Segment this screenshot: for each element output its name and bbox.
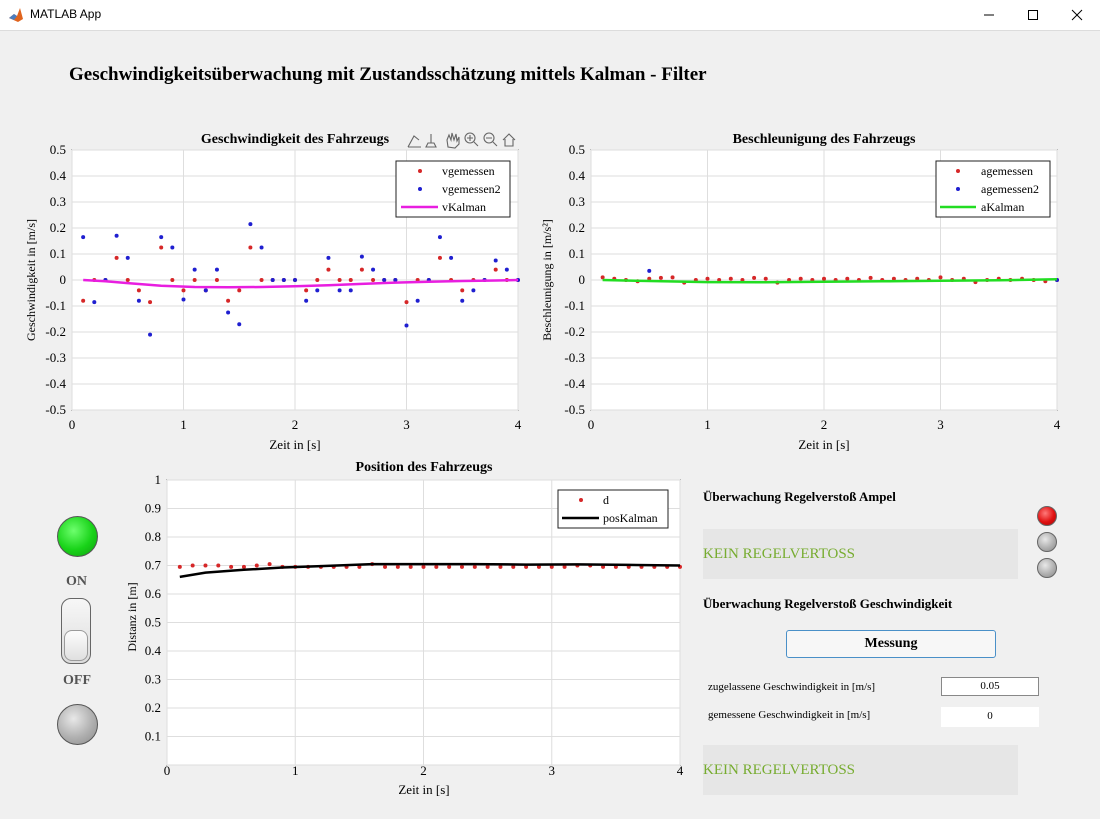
speed-chart[interactable] [0,120,540,460]
window-titlebar [0,0,1100,31]
data-point [505,268,509,272]
data-point [460,299,464,303]
data-point [203,564,207,568]
data-point [764,277,768,281]
y-tick-label: 0.8 [144,529,161,544]
data-point [473,565,477,569]
home-icon[interactable] [503,134,515,146]
data-point [229,565,233,569]
data-point [81,235,85,239]
data-point [845,277,849,281]
traffic-status-text: KEIN REGELVERTOSS [703,545,856,562]
data-point [159,246,163,250]
window-title: MATLAB App [30,7,102,21]
position-chart-y-tick-labels [145,472,162,744]
x-tick-label: 0 [587,417,595,432]
zoom-out-icon[interactable] [484,133,497,146]
legend-entry: d [603,493,609,507]
y-tick-label: 1 [154,472,161,487]
data-point [869,276,873,280]
data-point [268,562,272,566]
y-tick-label: -0.1 [45,298,66,313]
accel-chart[interactable] [540,120,1100,460]
data-point [939,275,943,279]
matlab-logo-icon [8,7,24,23]
speed-chart-legend [396,161,510,217]
allowed-speed-field[interactable]: 0.05 [941,677,1039,696]
data-point [216,564,220,568]
data-point [282,278,286,282]
data-point [315,278,319,282]
measure-button[interactable]: Messung [786,630,996,658]
x-tick-label: 3 [403,417,410,432]
legend-entry: agemessen [981,164,1033,178]
x-tick-label: 3 [548,763,555,778]
data-point [237,322,241,326]
x-tick-label: 4 [676,763,684,778]
accel-chart-y-label: Beschleunigung in [m/s²] [540,219,554,341]
accel-chart-y-tick-labels [564,142,585,417]
data-point [215,278,219,282]
y-tick-label: -0.5 [45,402,66,417]
data-point [396,565,400,569]
data-point [447,565,451,569]
minimize-icon [983,9,995,21]
data-point [434,565,438,569]
traffic-monitor-label: Überwachung Regelverstoß Ampel [703,489,896,504]
datatip-icon[interactable] [426,134,436,147]
legend-marker [418,187,422,191]
data-point [182,298,186,302]
data-point [360,255,364,259]
data-point [659,276,663,280]
data-point [237,288,241,292]
data-point [148,300,152,304]
data-point [260,246,264,250]
speed-chart-title: Geschwindigkeit des Fahrzeugs [200,132,390,147]
x-tick-label: 3 [937,417,944,432]
data-point [799,277,803,281]
switch-on-label: ON [66,574,87,589]
speed-chart-x-tick-labels [69,417,522,432]
data-point [460,288,464,292]
x-tick-label: 2 [420,763,427,778]
y-tick-label: -0.2 [564,324,585,339]
legend-marker [418,169,422,173]
y-tick-label: -0.5 [564,402,585,417]
toggle-knob[interactable] [64,630,88,661]
data-point [338,288,342,292]
data-point [752,276,756,280]
measured-speed-label: gemessene Geschwindigkeit in [m/s] [708,709,871,721]
maximize-button[interactable] [1010,0,1056,30]
switch-off-label: OFF [63,673,91,688]
y-tick-label: -0.1 [564,298,585,313]
y-tick-label: 0.6 [144,586,161,601]
position-chart-y-label: Distanz in [m] [125,582,139,652]
y-tick-label: 0.2 [49,220,66,235]
legend-entry: posKalman [603,511,658,525]
data-point [416,299,420,303]
app-title: Geschwindigkeitsüberwachung mit Zustandsschätzung mittels Kalman - Filter [69,64,707,85]
x-tick-label: 0 [163,763,171,778]
y-tick-label: 0.5 [144,614,161,630]
accel-chart-legend [936,161,1050,217]
x-tick-label: 1 [292,763,299,778]
data-point [471,288,475,292]
accel-chart-x-label: Zeit in [s] [798,437,850,452]
x-tick-label: 2 [291,417,299,432]
data-point [271,278,275,282]
off-lamp [57,704,98,745]
y-tick-label: -0.3 [45,350,66,365]
allowed-speed-label: zugelassene Geschwindigkeit in [m/s] [708,681,876,693]
data-point [822,277,826,281]
data-point [126,256,130,260]
y-tick-label: -0.3 [564,350,585,365]
traffic-lamp-green [1037,558,1057,578]
x-tick-label: 2 [820,417,828,432]
traffic-lamp-red [1037,506,1057,526]
close-button[interactable] [1054,0,1100,30]
data-point [486,565,490,569]
data-point [460,565,464,569]
data-point [170,246,174,250]
data-point [170,278,174,282]
y-tick-label: 0.4 [49,168,66,183]
data-point [371,268,375,272]
data-point [409,565,413,569]
accel-chart-x-tick-labels [588,417,1061,432]
data-point [438,235,442,239]
legend-entry: aKalman [981,200,1025,214]
y-tick-label: 0.1 [49,246,66,261]
x-tick-label: 4 [514,417,522,432]
data-point [304,288,308,292]
zoom-in-icon[interactable] [465,133,478,146]
y-tick-label: 0.3 [49,194,66,209]
y-tick-label: 0.4 [568,168,585,183]
speed-chart-y-tick-labels [45,142,66,417]
data-point [81,299,85,303]
data-point [193,278,197,282]
traffic-lamp-yellow [1037,532,1057,552]
y-tick-label: 0 [59,272,66,287]
data-point [338,278,342,282]
data-point [304,299,308,303]
export-icon[interactable] [408,136,421,147]
legend-marker [956,169,960,173]
data-point [115,234,119,238]
data-point [182,288,186,292]
data-point [204,288,208,292]
close-icon [1071,9,1083,21]
data-point [449,256,453,260]
maximize-icon [1027,9,1039,21]
data-point [438,256,442,260]
y-tick-label: -0.4 [45,376,66,391]
data-point [494,259,498,263]
data-point [226,311,230,315]
pan-icon[interactable] [447,133,459,148]
y-tick-label: -0.2 [45,324,66,339]
data-point [729,277,733,281]
y-tick-label: 0.1 [568,246,585,261]
y-tick-label: 0.2 [568,220,585,235]
data-point [349,288,353,292]
data-point [671,275,675,279]
data-point [159,235,163,239]
y-tick-label: 0.4 [144,643,161,658]
data-point [137,288,141,292]
y-tick-label: 0.9 [144,500,161,516]
data-point [360,268,364,272]
on-lamp [57,516,98,557]
minimize-button[interactable] [966,0,1012,30]
data-point [191,564,195,568]
data-point [293,278,297,282]
y-tick-label: 0.7 [144,557,161,573]
legend-marker [579,498,583,502]
position-chart-legend [558,490,668,528]
traffic-status-box [703,529,1018,579]
y-tick-label: 0.1 [144,728,161,744]
data-point [405,300,409,304]
data-point [255,564,259,568]
y-tick-label: 0.5 [49,142,66,157]
y-tick-label: -0.4 [564,376,585,391]
data-point [248,222,252,226]
data-point [315,288,319,292]
position-chart-title: Position des Fahrzeugs [355,460,493,475]
data-point [193,268,197,272]
accel-chart-title: Beschleunigung des Fahrzeugs [732,132,916,147]
y-tick-label: 0.3 [144,671,161,687]
data-point [148,333,152,337]
data-point [126,278,130,282]
position-chart[interactable] [100,455,700,805]
measured-speed-field: 0 [941,707,1039,727]
data-point [248,246,252,250]
data-point [137,299,141,303]
data-point [405,324,409,328]
data-point [242,565,246,569]
data-point [178,565,182,569]
data-point [326,256,330,260]
legend-entry: agemessen2 [981,182,1039,196]
data-point [226,299,230,303]
x-tick-label: 4 [1053,417,1061,432]
speed-monitor-label: Überwachung Regelverstoß Geschwindigkeit [703,596,953,611]
x-tick-label: 0 [68,417,76,432]
data-point [260,278,264,282]
y-tick-label: 0.5 [568,142,585,157]
y-tick-label: 0 [578,272,585,287]
position-chart-x-label: Zeit in [s] [398,782,450,797]
data-point [326,268,330,272]
legend-entry: vKalman [442,200,486,214]
legend-entry: vgemessen2 [442,182,501,196]
y-tick-label: 0.2 [144,700,161,715]
x-tick-label: 1 [180,417,187,432]
data-point [349,278,353,282]
data-point [647,269,651,273]
data-point [115,256,119,260]
data-point [494,268,498,272]
speed-chart-x-label: Zeit in [s] [269,437,321,452]
legend-marker [956,187,960,191]
speed-status-text: KEIN REGELVERTOSS [703,761,856,778]
x-tick-label: 1 [704,417,711,432]
data-point [383,565,387,569]
data-point [706,277,710,281]
data-point [92,300,96,304]
data-point [382,278,386,282]
y-tick-label: 0.3 [568,194,585,209]
data-point [215,268,219,272]
speed-chart-y-label: Geschwindigkeit in [m/s] [24,219,38,341]
data-point [371,278,375,282]
data-point [422,565,426,569]
speed-status-box [703,745,1018,795]
legend-entry: vgemessen [442,164,495,178]
speed-chart-toolbar [408,133,515,148]
